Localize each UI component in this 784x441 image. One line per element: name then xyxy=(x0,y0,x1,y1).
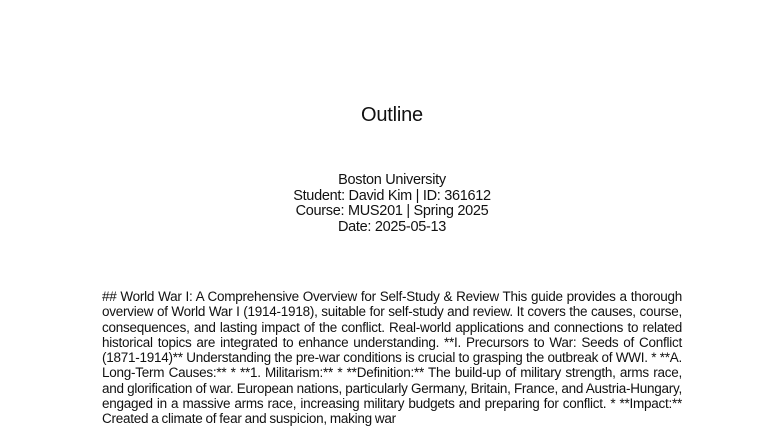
document-body: ## World War I: A Comprehensive Overview for Self-Study & Review This guide provides a thorough overview of World War I (1914-1918), suitable for self-study and review. It covers the causes, course, consequences, and lasting impact of the conflict. Real-world applications and connections to related historical topics are integrated to enhance understanding. **I. Precursors to War: Seeds of Conflict (1871-1914)** Understanding the pre-war conditions is crucial to grasping the outbreak of WWI. * **A. Long-Term Causes:** * **1. Militarism:** * **Definition:** The build-up of military strength, arms race, and glorification of war. European nations, particularly Germany, Britain, France, and Austria-Hungary, engaged in a massive arms race, increasing military budgets and preparing for conflict. * **Impact:** Created a climate of fear and suspicion, making war xyxy=(102,289,682,427)
student-info: Student: David Kim | ID: 361612 xyxy=(293,187,491,204)
page-title: Outline xyxy=(361,104,423,126)
institution-name: Boston University xyxy=(338,172,446,188)
date-info: Date: 2025-05-13 xyxy=(337,218,447,235)
course-info: Course: MUS201 | Spring 2025 xyxy=(295,203,489,219)
document-header-info xyxy=(0,173,784,235)
